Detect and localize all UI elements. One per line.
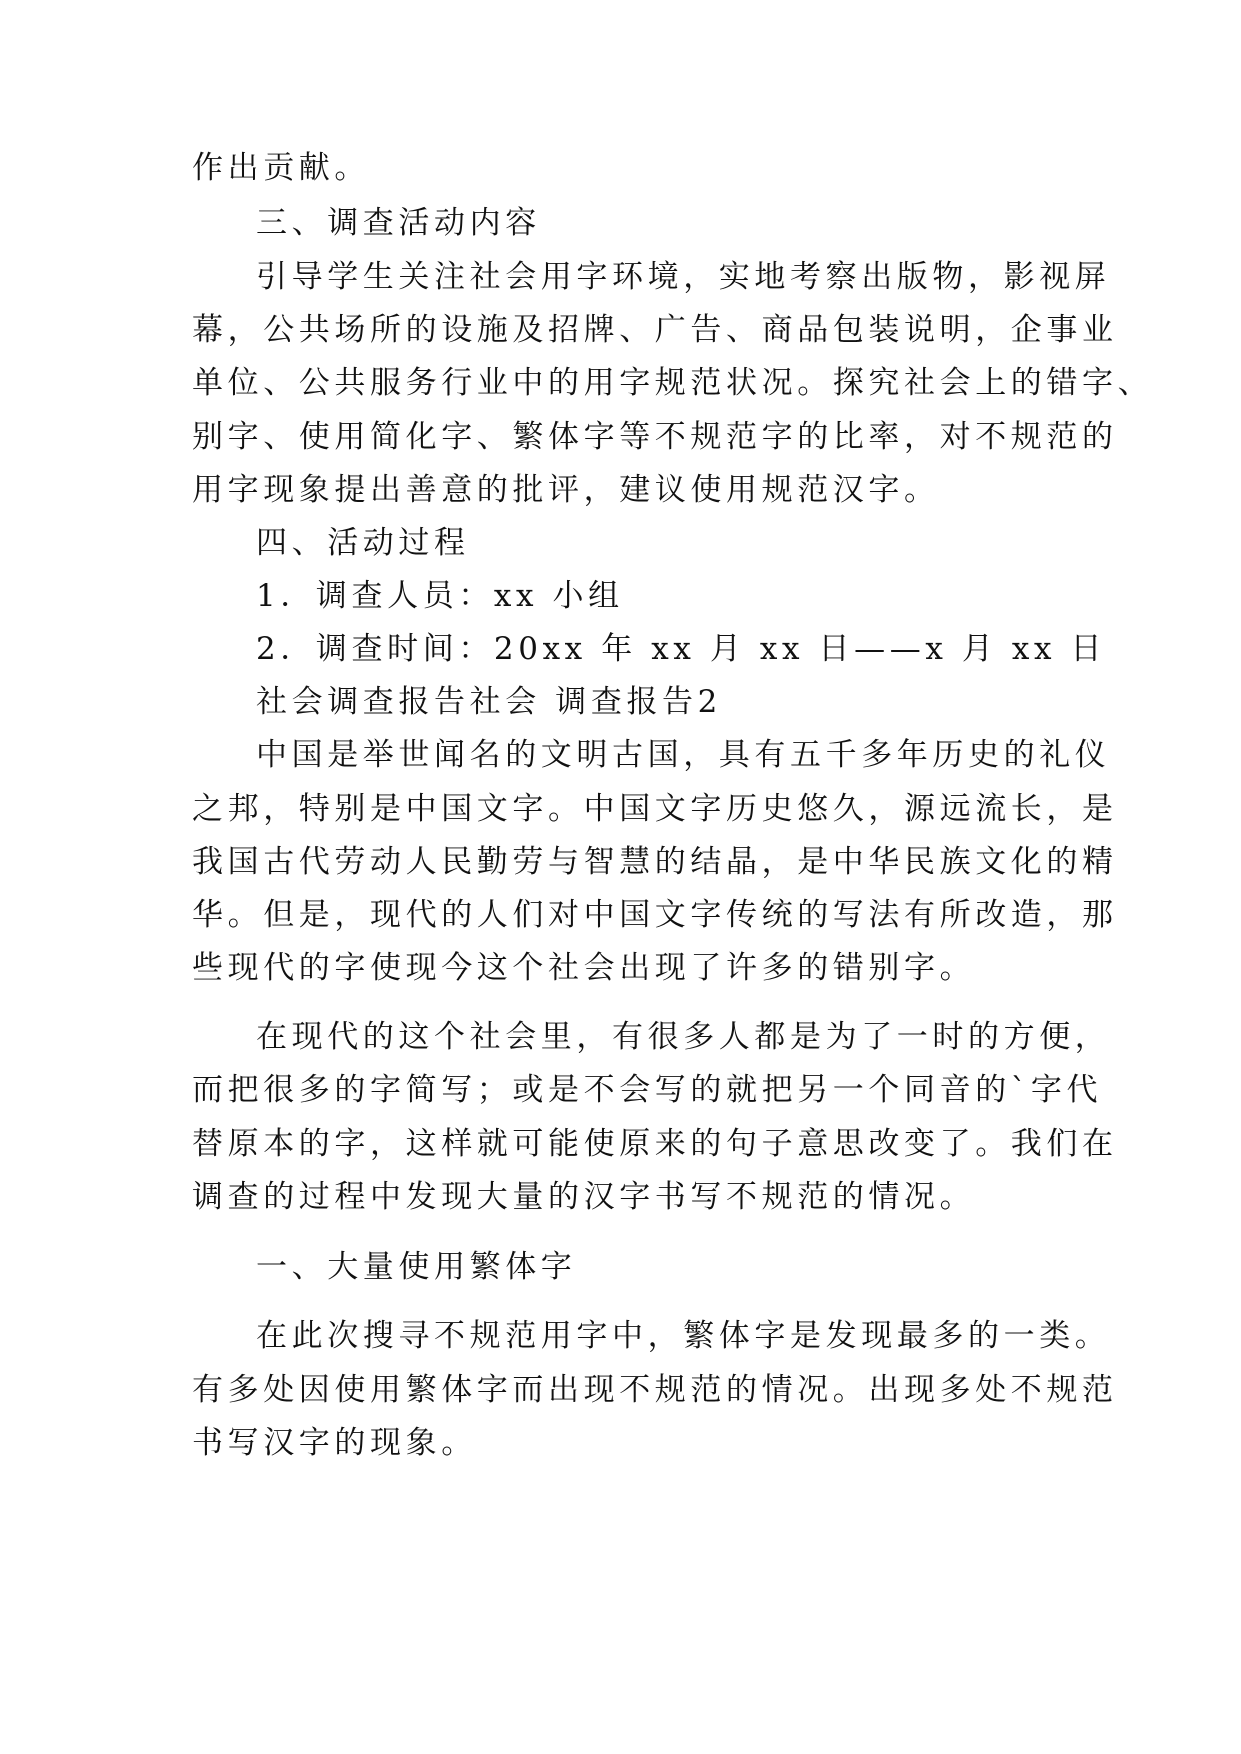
section-heading: 一、大量使用繁体字 (256, 1249, 577, 1285)
paragraph-line: 之邦，特别是中国文字。中国文字历史悠久，源远流长，是 (192, 791, 1118, 827)
paragraph-line: 而把很多的字简写；或是不会写的就把另一个同音的`字代 (192, 1072, 1103, 1108)
paragraph-line: 我国古代劳动人民勤劳与智慧的结晶，是中华民族文化的精 (192, 844, 1118, 880)
paragraph-line: 在此次搜寻不规范用字中，繁体字是发现最多的一类。 (256, 1318, 1111, 1354)
list-item: 1．调查人员：xx 小组 (256, 578, 624, 614)
section-heading: 三、调查活动内容 (256, 205, 541, 241)
paragraph-line: 引导学生关注社会用字环境，实地考察出版物，影视屏 (256, 259, 1111, 295)
section-heading: 四、活动过程 (256, 525, 470, 561)
paragraph-line: 用字现象提出善意的批评，建议使用规范汉字。 (192, 472, 940, 508)
paragraph-line: 作出贡献。 (192, 150, 370, 186)
report-title: 社会调查报告社会 调查报告2 (256, 684, 722, 720)
paragraph-line: 幕，公共场所的设施及招牌、广告、商品包装说明，企事业 (192, 312, 1118, 348)
paragraph-line: 在现代的这个社会里，有很多人都是为了一时的方便， (256, 1019, 1111, 1055)
paragraph-line: 别字、使用简化字、繁体字等不规范字的比率，对不规范的 (192, 419, 1118, 455)
paragraph-line: 替原本的字，这样就可能使原来的句子意思改变了。我们在 (192, 1126, 1118, 1162)
paragraph-line: 书写汉字的现象。 (192, 1425, 477, 1461)
paragraph-line: 单位、公共服务行业中的用字规范状况。探究社会上的错字、 (192, 365, 1154, 401)
paragraph-line: 华。但是，现代的人们对中国文字传统的写法有所改造，那 (192, 897, 1118, 933)
list-item: 2．调查时间：20xx 年 xx 月 xx 日——x 月 xx 日 (256, 631, 1107, 667)
paragraph-line: 中国是举世闻名的文明古国，具有五千多年历史的礼仪 (256, 737, 1111, 773)
paragraph-line: 调查的过程中发现大量的汉字书写不规范的情况。 (192, 1179, 976, 1215)
paragraph-line: 些现代的字使现今这个社会出现了许多的错别字。 (192, 950, 976, 986)
paragraph-line: 有多处因使用繁体字而出现不规范的情况。出现多处不规范 (192, 1372, 1118, 1408)
